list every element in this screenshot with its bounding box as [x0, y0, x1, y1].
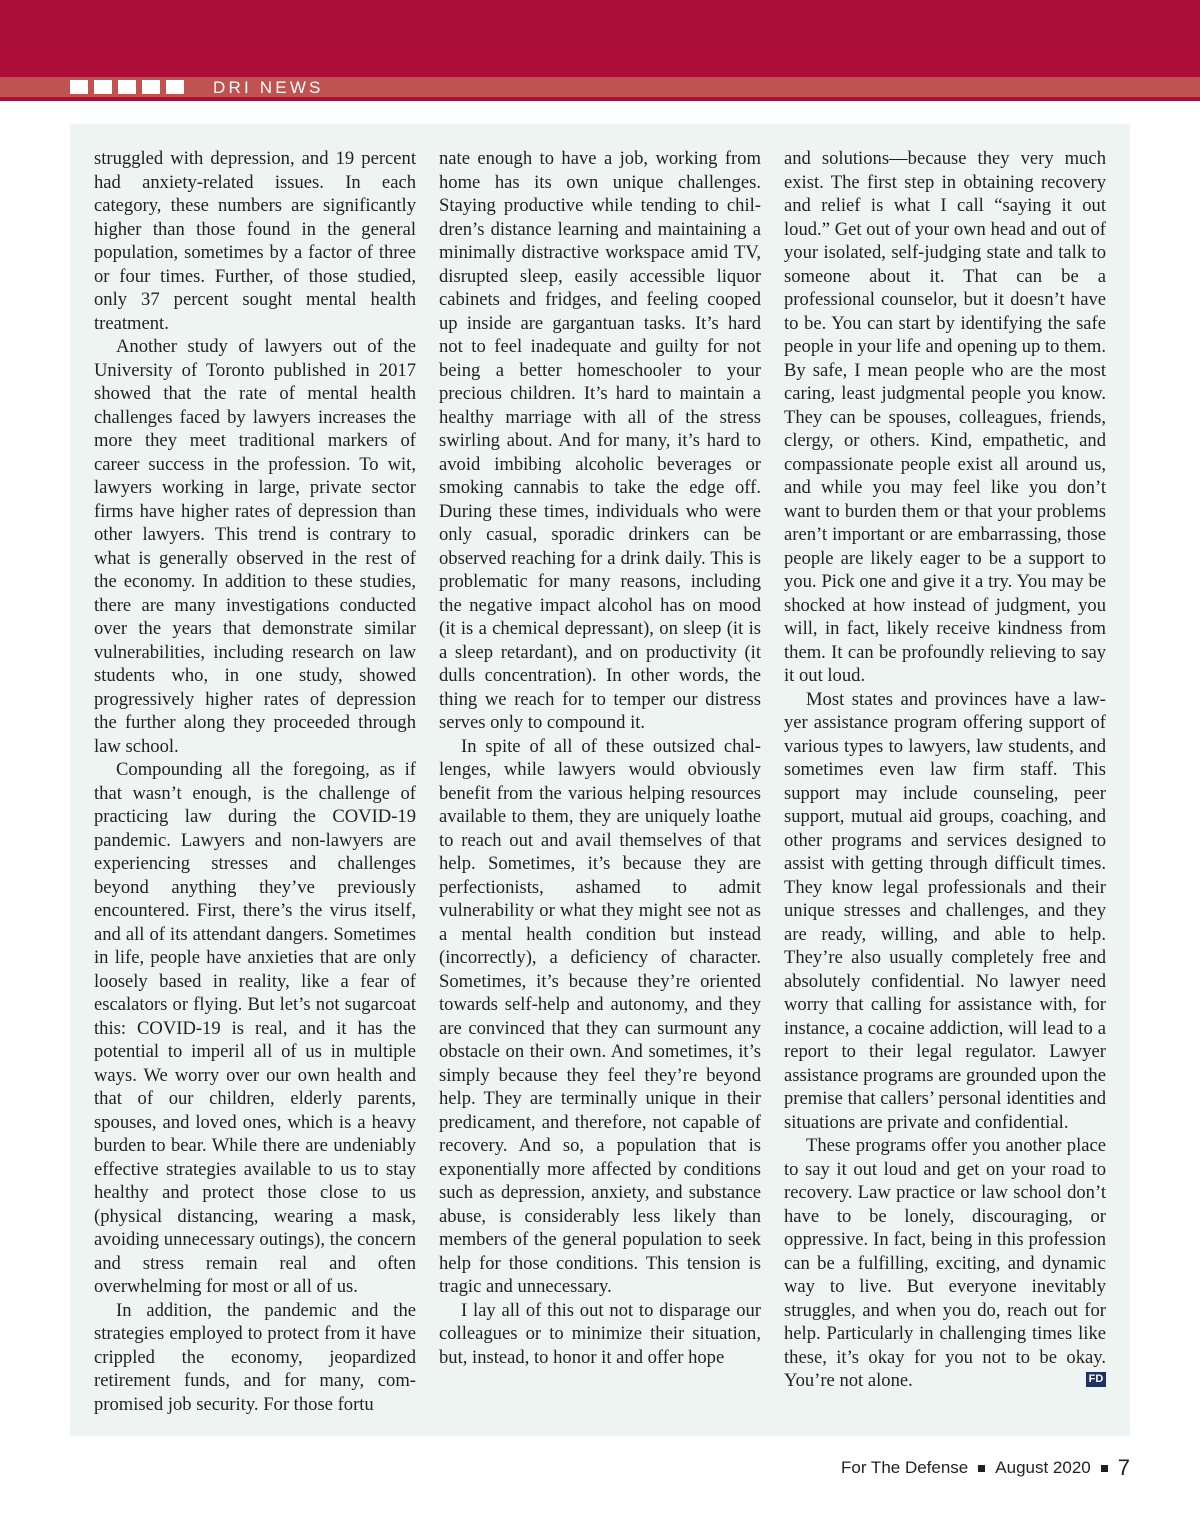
square-icon: [166, 80, 184, 94]
separator-icon: [1101, 1465, 1108, 1472]
article-column-2: [439, 147, 761, 1369]
square-icon: [94, 80, 112, 94]
paragraph-text: These programs offer you another place to say it out loud and get on your road to recovery. Law practice or law school don’t have to be lonely, discouraging, or oppressive. In fact, being in this profession can be a fulfilling, exciting, and dynamic way to live. But everyone inevitably struggles, and when you do, reach out for help. Particularly in challenging times like these, it’s okay for you not to be okay. You’re not alone.: [784, 1135, 1106, 1391]
paragraph: nate enough to have a job, working from home has its own unique challenges. Staying productive while tending to children’s distance learning and maintaining a minimally distractive workspace amid TV, disrupted sleep, easily accessible liquor cabinets and fridges, and feeling cooped up inside are gargantuan tasks. It’s hard not to feel inadequate and guilty for not being a better homeschooler to your precious children. It’s hard to maintain a healthy marriage with all of the stress swirling about. And for many, it’s hard to avoid imbibing alcoholic beverages or smoking cannabis to take the edge off. During these times, individuals who were only casual, sporadic drinkers can be observed reaching for a drink daily. This is problematic for many reasons, including the negative impact alcohol has on mood (it is a chemical depressant), on sleep (it is a sleep retardant), and on productivity (it dulls concentration). In other words, the thing we reach for to temper our distress serves only to compound it.: [439, 148, 761, 733]
paragraph: Another study of lawyers out of the University of Toronto published in 2017 showed that the rate of mental health challenges faced by lawyers increases the more they meet traditional markers of career success in the profession. To wit, lawyers working in large, private sector firms have higher rates of depression than other lawyers. This trend is contrary to what is generally observed in the rest of the economy. In addition to these studies, there are many investigations conducted over the years that demonstrate similar vulnerabilities, including research on law students who, in one study, showed progressively higher rates of depression the further along they proceeded through law school.: [94, 336, 416, 757]
article-column-1: [94, 147, 416, 1416]
square-icon: [142, 80, 160, 94]
paragraph: [784, 1134, 1106, 1393]
paragraph: struggled with depression, and 19 percent had anxiety-related issues. In each category, these numbers are significantly higher than those found in the general population, sometimes by a factor of three or four times. Further, of those studied, only 37 percent sought mental health treatment.: [94, 148, 416, 334]
publication-name: For The Defense: [841, 1458, 969, 1477]
paragraph: In spite of all of these outsized challenges, while lawyers would obviously benefit from the various helping resources available to them, they are uniquely loathe to reach out and avail themselves of that help. Sometimes, it’s because they are perfectionists, ashamed to admit vulnerability or what they might see not as a mental health condition but instead (incorrectly), a deficiency of character. Sometimes, it’s because they’re oriented towards self-help and autonomy, and they are convinced that they can surmount any obstacle on their own. And sometimes, it’s simply because they feel they’re beyond help. They are terminally unique in their predicament, and therefore, not capable of recovery. And so, a population that is exponentially more affected by conditions such as depression, anxiety, and substance abuse, is considerably less likely than members of the general population to seek help for those conditions. This tension is tragic and unnecessary.: [439, 735, 761, 1297]
page-footer: [841, 1455, 1130, 1481]
separator-icon: [978, 1465, 985, 1472]
square-icon: [70, 80, 88, 94]
square-icon: [118, 80, 136, 94]
section-label: DRI NEWS: [213, 78, 324, 97]
paragraph: I lay all of this out not to disparage our colleagues or to minimize their situation, but, instead, to honor it and offer hope: [439, 1299, 761, 1368]
article-column-3: [784, 147, 1106, 1393]
header-banner: [0, 0, 1200, 77]
page-number: 7: [1117, 1455, 1130, 1480]
paragraph: and solutions—because they very much exist. The first step in obtaining recovery and relief is what I call “saying it out loud.” Get out of your own head and out of your isolated, self-judging state and talk to someone about it. That can be a professional counselor, but it doesn’t have to be. You can start by identifying the safe people in your life and opening up to them. By safe, I mean people who are the most caring, least judgmental people you know. They can be spouses, colleagues, friends, clergy, or others. Kind, empathetic, and compassionate people exist all around us, and while you may feel like you don’t want to burden them or that your problems aren’t important or are embarrassing, those people are likely eager to be a support to you. Pick one and give it a try. You may be shocked at how instead of judgment, you will, in fact, likely receive kindness from them. It can be profoundly relieving to say it out loud.: [784, 148, 1106, 686]
paragraph: Most states and provinces have a lawyer assistance program offering support of various types to lawyers, law students, and sometimes even law firm staff. This support may include counseling, peer support, mutual aid groups, coaching, and other programs and services designed to assist with getting through difficult times. They know legal professionals and their unique stresses and challenges, and they are ready, willing, and able to help. They’re also usually completely free and absolutely confidential. No lawyer need worry that calling for assistance with, for instance, a cocaine addiction, will lead to a report to their legal regulator. Lawyer assistance programs are grounded upon the premise that callers’ personal identities and situations are private and confidential.: [784, 688, 1106, 1133]
paragraph: Compounding all the foregoing, as if that wasn’t enough, is the challenge of practicing law during the COVID-19 pandemic. Lawyers and non-lawyers are experiencing stresses and challenges beyond anything they’ve previously encountered. First, there’s the virus itself, and all of its attendant dangers. Sometimes in life, people have anxieties that are only loosely based in reality, like a fear of escalators or flying. But let’s not sugarcoat this: COVID-19 is real, and it has the potential to imperil all of us in multiple ways. We worry over our own health and that of our children, elderly parents, spouses, and loved ones, which is a heavy burden to bear. While there are undeniably effective strategies available to us to stay healthy and protect those close to us (physical distancing, wearing a mask, avoiding unnecessary outings), the concern and stress remain real and often overwhelming for most or all of us.: [94, 759, 416, 1297]
section-squares: [70, 80, 184, 94]
end-mark-logo: FD: [1086, 1372, 1106, 1387]
paragraph: In addition, the pandemic and the strategies employed to protect from it have crippled the economy, jeopardized retirement funds, and for many, compromised job security. For those fortu: [94, 1299, 416, 1415]
section-bar-rule: [0, 97, 1200, 101]
issue-date: August 2020: [995, 1458, 1091, 1477]
